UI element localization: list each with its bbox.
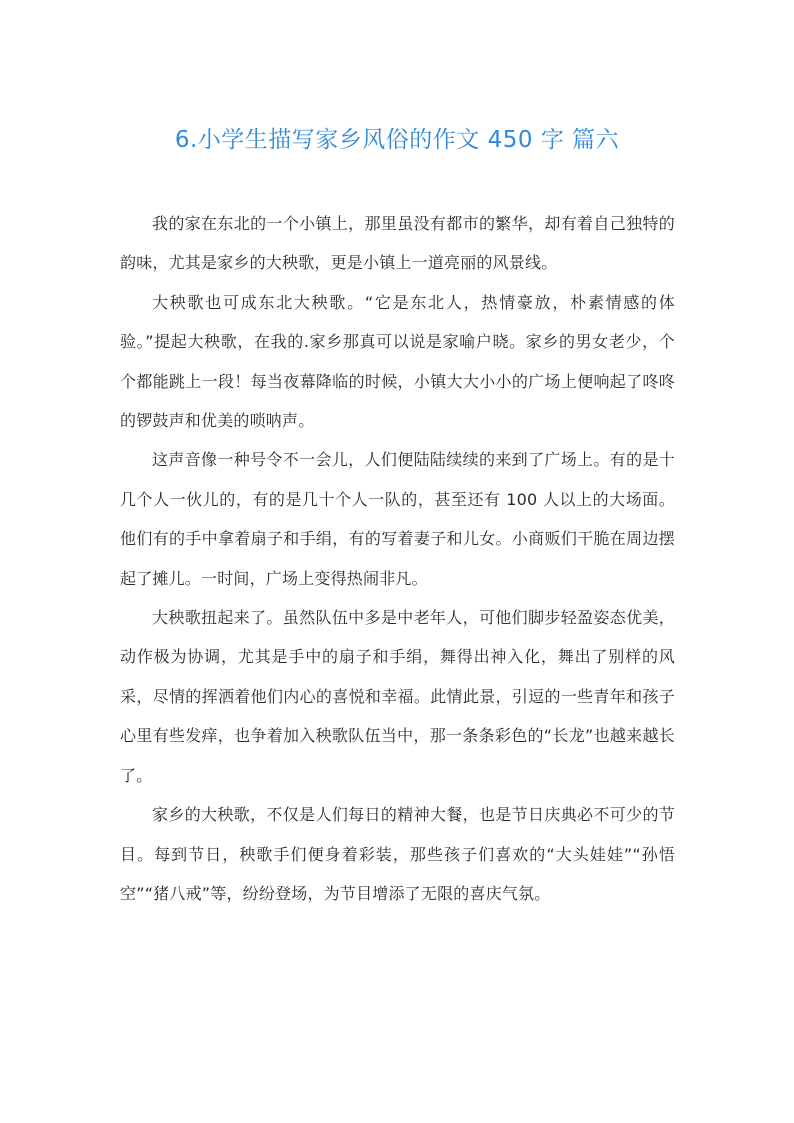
- paragraph-5: 家乡的大秧歌，不仅是人们每日的精神大餐，也是节日庆典必不可少的节目。每到节日，秧歌手们便身着彩装，那些孩子们喜欢的“大头娃娃”“孙悟空”“猪八戒”等，纷纷登场，为节目增添了无限的喜庆气氛。: [120, 805, 675, 903]
- document-body: [120, 204, 675, 913]
- paragraph-1: 我的家在东北的一个小镇上，那里虽没有都市的繁华，却有着自己独特的韵味，尤其是家乡的大秧歌，更是小镇上一道亮丽的风景线。: [120, 214, 675, 273]
- paragraph-4: 大秧歌扭起来了。虽然队伍中多是中老年人，可他们脚步轻盈姿态优美，动作极为协调，尤其是手中的扇子和手绢，舞得出神入化，舞出了别样的风采，尽情的挥洒着他们内心的喜悦和幸福。此情此景，引逗的一些青年和孩子心里有些发痒，也争着加入秧歌队伍当中，那一条条彩色的“长龙”也越来越长了。: [120, 608, 675, 785]
- document-title: 6.小学生描写家乡风俗的作文 450 字 篇六: [174, 127, 620, 153]
- paragraph-3: 这声音像一种号令不一会儿，人们便陆陆续续的来到了广场上。有的是十几个人一伙儿的，有的是几十个人一队的，甚至还有 100 人以上的大场面。他们有的手中拿着扇子和手绢，有的写着妻子和儿女。小商贩们干脆在周边摆起了摊儿。一时间，广场上变得热闹非凡。: [120, 450, 675, 588]
- paragraph-2: 大秧歌也可成东北大秧歌。“它是东北人，热情豪放，朴素情感的体验。”提起大秧歌，在我的.家乡那真可以说是家喻户晓。家乡的男女老少，个个都能跳上一段！每当夜幕降临的时候，小镇大大小小的广场上便响起了咚咚的锣鼓声和优美的唢呐声。: [120, 292, 675, 431]
